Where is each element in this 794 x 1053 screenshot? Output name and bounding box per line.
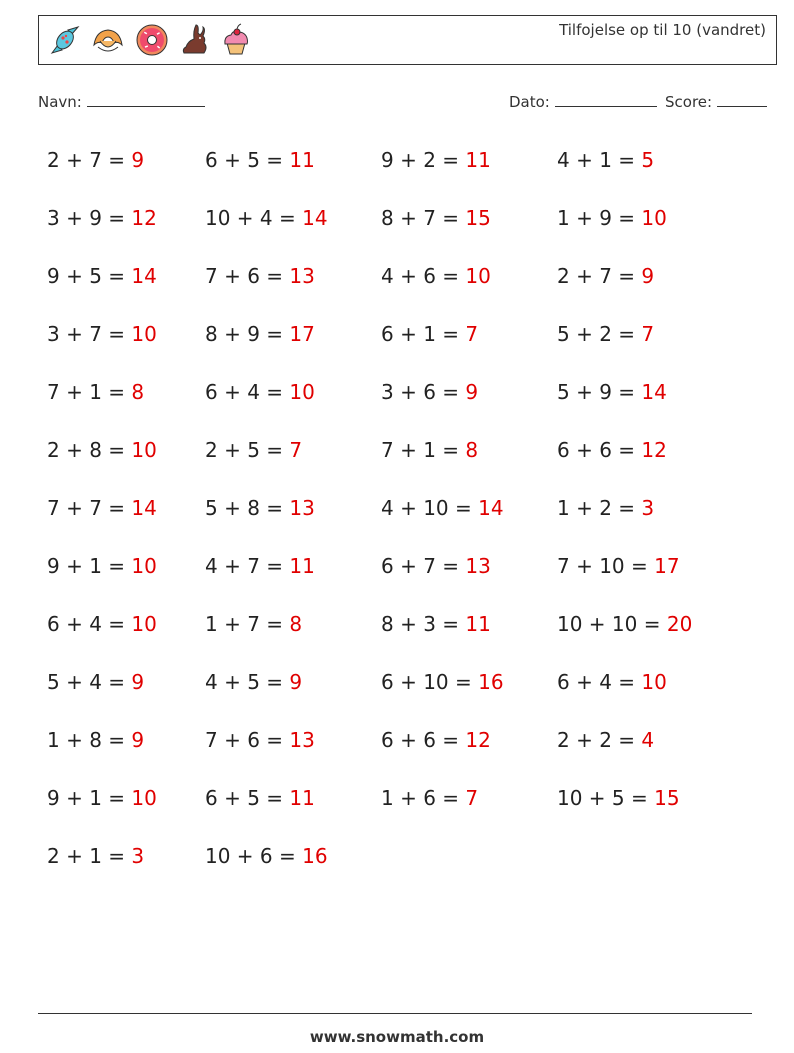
problem-answer: 10 [131, 438, 157, 462]
worksheet-title: Tilfojelse op til 10 (vandret) [559, 21, 766, 39]
problem-answer: 10 [131, 554, 157, 578]
problem-answer: 3 [641, 496, 655, 520]
problem-answer: 14 [131, 496, 157, 520]
problem-answer: 11 [289, 554, 315, 578]
problem-question: 7 + 1 = [381, 438, 460, 462]
problem-question: 6 + 6 = [557, 438, 636, 462]
score-line [717, 92, 767, 107]
candy-icon [49, 23, 81, 57]
problem-question: 7 + 6 = [205, 264, 284, 288]
problem-item [205, 438, 302, 462]
date-field [509, 92, 657, 111]
problem-question: 6 + 6 = [381, 728, 460, 752]
problem-item [381, 264, 491, 288]
problem-question: 5 + 2 = [557, 322, 636, 346]
problem-item [557, 728, 654, 752]
problem-answer: 8 [131, 380, 145, 404]
problem-answer: 9 [131, 670, 145, 694]
footer-divider [38, 1013, 752, 1014]
problem-answer: 15 [465, 206, 491, 230]
problem-question: 6 + 10 = [381, 670, 472, 694]
problem-answer: 11 [289, 786, 315, 810]
problem-item [205, 380, 315, 404]
problem-item [557, 380, 667, 404]
problem-item [557, 322, 654, 346]
problem-item [205, 496, 315, 520]
problem-answer: 10 [131, 786, 157, 810]
problem-item [557, 496, 654, 520]
problem-question: 10 + 6 = [205, 844, 296, 868]
problem-answer: 3 [131, 844, 145, 868]
problem-item [47, 612, 157, 636]
problem-answer: 13 [289, 496, 315, 520]
problem-question: 2 + 5 = [205, 438, 284, 462]
problem-item [47, 380, 144, 404]
problem-answer: 8 [465, 438, 479, 462]
problem-question: 4 + 6 = [381, 264, 460, 288]
problem-item [381, 496, 504, 520]
problem-answer: 9 [131, 148, 145, 172]
score-field [665, 92, 767, 111]
problem-item [381, 380, 478, 404]
name-label: Navn: [38, 93, 82, 111]
problem-answer: 13 [465, 554, 491, 578]
problem-question: 5 + 9 = [557, 380, 636, 404]
problem-answer: 10 [131, 322, 157, 346]
problem-question: 1 + 2 = [557, 496, 636, 520]
problem-question: 8 + 3 = [381, 612, 460, 636]
name-line [87, 92, 205, 107]
date-line [555, 92, 657, 107]
problem-question: 9 + 5 = [47, 264, 126, 288]
problem-answer: 14 [641, 380, 667, 404]
problem-answer: 10 [131, 612, 157, 636]
donut-icon [135, 23, 169, 57]
problem-question: 6 + 4 = [557, 670, 636, 694]
problem-item [205, 612, 302, 636]
problem-question: 8 + 9 = [205, 322, 284, 346]
date-label: Dato: [509, 93, 550, 111]
problem-item [381, 148, 491, 172]
problem-answer: 12 [641, 438, 667, 462]
problem-answer: 14 [131, 264, 157, 288]
problem-item [381, 206, 491, 230]
problem-question: 10 + 10 = [557, 612, 661, 636]
problem-question: 9 + 1 = [47, 786, 126, 810]
name-field [38, 92, 205, 111]
problem-item [47, 322, 157, 346]
chocolate-bunny-icon [178, 23, 212, 57]
problem-question: 6 + 1 = [381, 322, 460, 346]
problem-item [205, 322, 315, 346]
problem-answer: 10 [465, 264, 491, 288]
problem-answer: 9 [289, 670, 303, 694]
problem-question: 5 + 8 = [205, 496, 284, 520]
problem-item [47, 496, 157, 520]
problem-item [47, 206, 157, 230]
problem-answer: 17 [654, 554, 680, 578]
problem-question: 6 + 4 = [205, 380, 284, 404]
problem-answer: 11 [289, 148, 315, 172]
problem-item [205, 786, 315, 810]
problem-answer: 20 [666, 612, 693, 636]
problem-question: 3 + 6 = [381, 380, 460, 404]
problem-item [557, 670, 667, 694]
problem-question: 1 + 6 = [381, 786, 460, 810]
problem-question: 10 + 4 = [205, 206, 296, 230]
problem-answer: 14 [478, 496, 504, 520]
footer-site: www.snowmath.com [309, 1028, 485, 1046]
problem-item [47, 786, 157, 810]
problem-answer: 10 [641, 206, 667, 230]
problem-question: 6 + 7 = [381, 554, 460, 578]
problem-answer: 16 [302, 844, 328, 868]
problem-question: 4 + 5 = [205, 670, 284, 694]
problem-item [381, 786, 478, 810]
problem-item [205, 264, 315, 288]
problem-answer: 13 [289, 264, 315, 288]
problem-question: 4 + 1 = [557, 148, 636, 172]
problem-item [557, 786, 680, 810]
problem-question: 2 + 8 = [47, 438, 126, 462]
problem-answer: 4 [641, 728, 655, 752]
problem-question: 6 + 5 = [205, 148, 284, 172]
problem-question: 3 + 9 = [47, 206, 126, 230]
problem-answer: 9 [641, 264, 655, 288]
problem-item [557, 612, 692, 636]
problem-item [47, 438, 157, 462]
problem-question: 1 + 7 = [205, 612, 284, 636]
problem-question: 6 + 5 = [205, 786, 284, 810]
problem-question: 4 + 10 = [381, 496, 472, 520]
problem-answer: 7 [465, 322, 479, 346]
problem-item [205, 670, 302, 694]
problem-item [381, 438, 478, 462]
problem-item [47, 728, 144, 752]
problem-answer: 10 [641, 670, 667, 694]
problem-item [381, 728, 491, 752]
problem-item [557, 264, 654, 288]
problem-answer: 9 [465, 380, 479, 404]
problem-question: 7 + 1 = [47, 380, 126, 404]
problem-question: 1 + 9 = [557, 206, 636, 230]
problem-item [47, 670, 144, 694]
problem-item [557, 206, 667, 230]
score-label: Score: [665, 93, 713, 111]
problem-answer: 15 [654, 786, 680, 810]
problem-question: 2 + 2 = [557, 728, 636, 752]
problem-question: 3 + 7 = [47, 322, 126, 346]
problem-item [557, 554, 680, 578]
icon-row [49, 23, 251, 57]
problem-answer: 8 [289, 612, 303, 636]
cupcake-icon [221, 23, 251, 57]
problem-question: 10 + 5 = [557, 786, 648, 810]
worksheet-header [38, 15, 777, 65]
problem-item [381, 322, 478, 346]
problem-question: 7 + 7 = [47, 496, 126, 520]
problem-question: 4 + 7 = [205, 554, 284, 578]
problem-question: 9 + 1 = [47, 554, 126, 578]
problem-item [47, 554, 157, 578]
problem-question: 7 + 10 = [557, 554, 648, 578]
problem-question: 9 + 2 = [381, 148, 460, 172]
croissant-icon [90, 23, 126, 57]
problem-question: 7 + 6 = [205, 728, 284, 752]
problem-item [557, 148, 654, 172]
problem-answer: 11 [465, 612, 491, 636]
problem-item [381, 670, 504, 694]
problem-item [47, 264, 157, 288]
problem-question: 1 + 8 = [47, 728, 126, 752]
problem-question: 8 + 7 = [381, 206, 460, 230]
problem-item [47, 148, 144, 172]
problem-question: 2 + 7 = [557, 264, 636, 288]
problem-answer: 16 [478, 670, 504, 694]
problem-answer: 12 [131, 206, 157, 230]
problem-item [381, 612, 491, 636]
problem-answer: 10 [289, 380, 315, 404]
problem-answer: 9 [131, 728, 145, 752]
problem-answer: 17 [289, 322, 315, 346]
problem-item [205, 148, 315, 172]
problem-answer: 11 [465, 148, 491, 172]
problem-item [205, 728, 315, 752]
problem-item [205, 844, 328, 868]
problem-item [557, 438, 667, 462]
problem-question: 5 + 4 = [47, 670, 126, 694]
problem-item [47, 844, 144, 868]
problem-answer: 14 [302, 206, 328, 230]
problem-answer: 7 [641, 322, 655, 346]
problem-answer: 13 [289, 728, 315, 752]
problem-item [205, 206, 328, 230]
problem-answer: 7 [465, 786, 479, 810]
problem-item [381, 554, 491, 578]
problem-item [205, 554, 315, 578]
problem-answer: 7 [289, 438, 303, 462]
problem-question: 6 + 4 = [47, 612, 126, 636]
problem-answer: 5 [641, 148, 655, 172]
problem-question: 2 + 7 = [47, 148, 126, 172]
problem-answer: 12 [465, 728, 491, 752]
problem-question: 2 + 1 = [47, 844, 126, 868]
